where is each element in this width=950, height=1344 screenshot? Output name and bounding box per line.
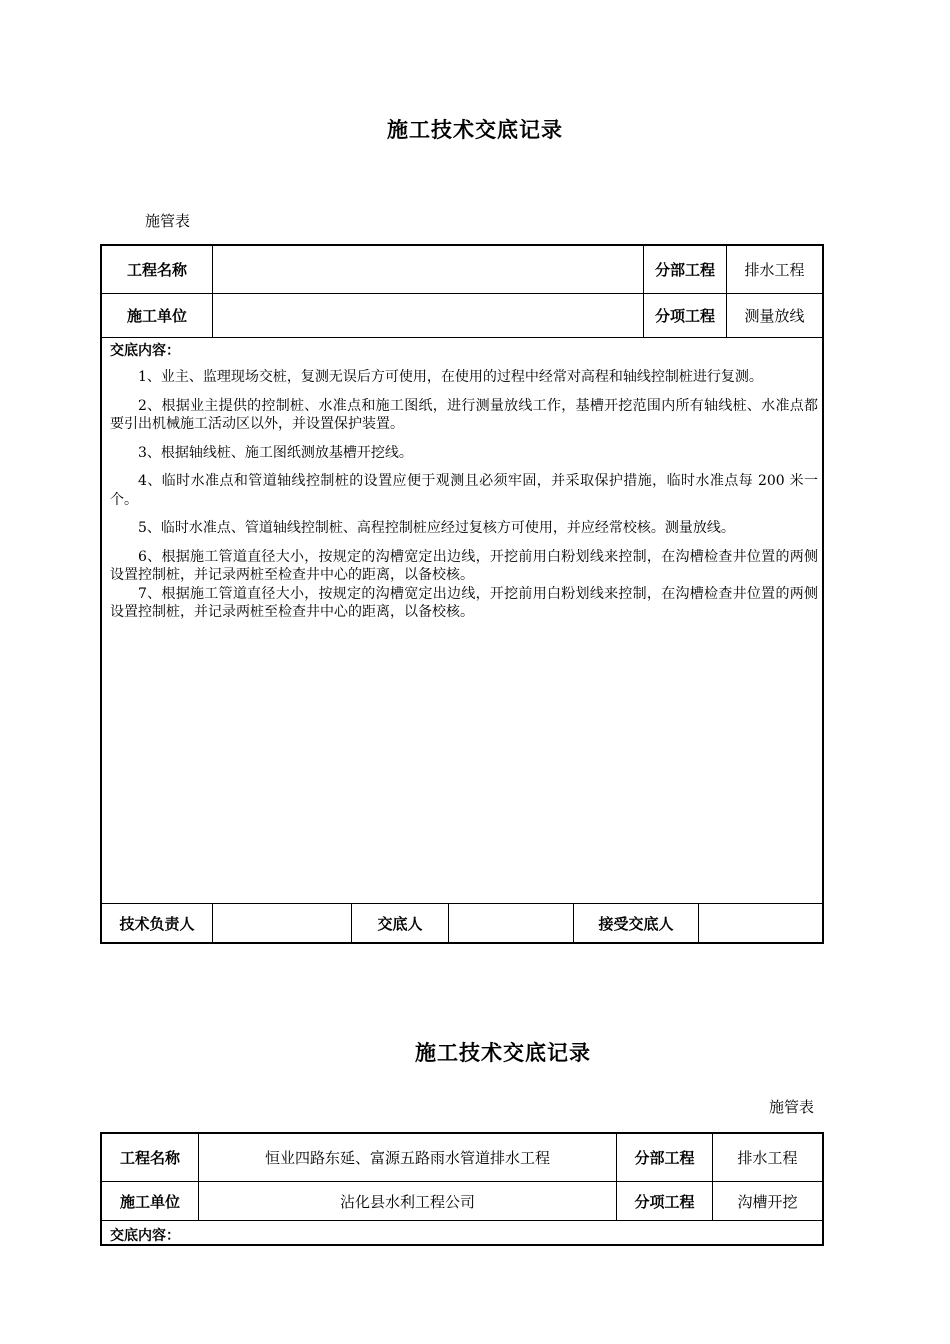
project-name-field[interactable]	[213, 246, 643, 293]
discloser-field[interactable]	[449, 904, 573, 942]
p2-item-value: 沟槽开挖	[737, 1192, 798, 1211]
page1-form-code: 施管表	[145, 212, 191, 230]
tech-lead-field[interactable]	[213, 904, 351, 942]
content-items	[110, 368, 818, 622]
sub-project-label: 分部工程	[654, 261, 715, 279]
page1-form-table	[100, 244, 824, 944]
item-label: 分项工程	[654, 307, 715, 325]
page2-title: 施工技术交底记录	[415, 1041, 591, 1065]
p2-item-label: 分项工程	[634, 1192, 695, 1211]
item-value: 测量放线	[744, 307, 805, 325]
sub-project-value: 排水工程	[744, 261, 805, 279]
content-item: 6、根据施工管道直径大小，按规定的沟槽宽定出边线，开挖前用白粉划线来控制，在沟槽检查井位置的两侧设置控制桩，并记录两桩至检查井中心的距离，以备校核。	[110, 548, 818, 583]
p2-unit-label: 施工单位	[119, 1192, 180, 1211]
discloser-label: 交底人	[377, 914, 423, 933]
content-label: 交底内容：	[110, 343, 180, 359]
content-item: 1、业主、监理现场交桩，复测无误后方可使用，在使用的过程中经常对高程和轴线控制桩进行复测。	[138, 369, 763, 385]
receiver-label: 接受交底人	[598, 914, 674, 933]
p2-sub-project-label: 分部工程	[634, 1149, 695, 1167]
unit-label: 施工单位	[126, 307, 187, 325]
tech-lead-label: 技术负责人	[119, 914, 195, 933]
p2-project-name-value: 恒业四路东延、富源五路雨水管道排水工程	[264, 1149, 550, 1167]
content-item: 3、根据轴线桩、施工图纸测放基槽开挖线。	[138, 444, 413, 461]
content-item: 2、根据业主提供的控制桩、水准点和施工图纸，进行测量放线工作，基槽开挖范围内所有轴线桩、水准点都要引出机械施工活动区以外，并设置保护装置。	[110, 397, 818, 432]
page2-form-code: 施管表	[769, 1098, 815, 1116]
content-item: 5、临时水准点、管道轴线控制桩、高程控制桩应经过复核方可使用，并应经常校核。测量放线。	[138, 520, 735, 536]
p2-content-label: 交底内容：	[110, 1228, 180, 1244]
unit-field[interactable]	[213, 294, 643, 337]
receiver-field[interactable]	[699, 904, 822, 942]
content-item: 4、临时水准点和管道轴线控制桩的设置应便于观测且必须牢固，并采取保护措施，临时水准点每 200 米一个。	[110, 473, 818, 508]
p2-unit-value: 沾化县水利工程公司	[339, 1192, 475, 1211]
project-name-label: 工程名称	[126, 261, 187, 279]
p2-sub-project-value: 排水工程	[737, 1149, 798, 1167]
content-item: 7、根据施工管道直径大小，按规定的沟槽宽定出边线，开挖前用白粉划线来控制，在沟槽检查井位置的两侧设置控制桩，并记录两桩至检查井中心的距离，以备校核。	[110, 585, 818, 620]
p2-project-name-label: 工程名称	[119, 1149, 180, 1167]
page2-form-table	[100, 1132, 824, 1246]
page1-title: 施工技术交底记录	[387, 118, 563, 142]
